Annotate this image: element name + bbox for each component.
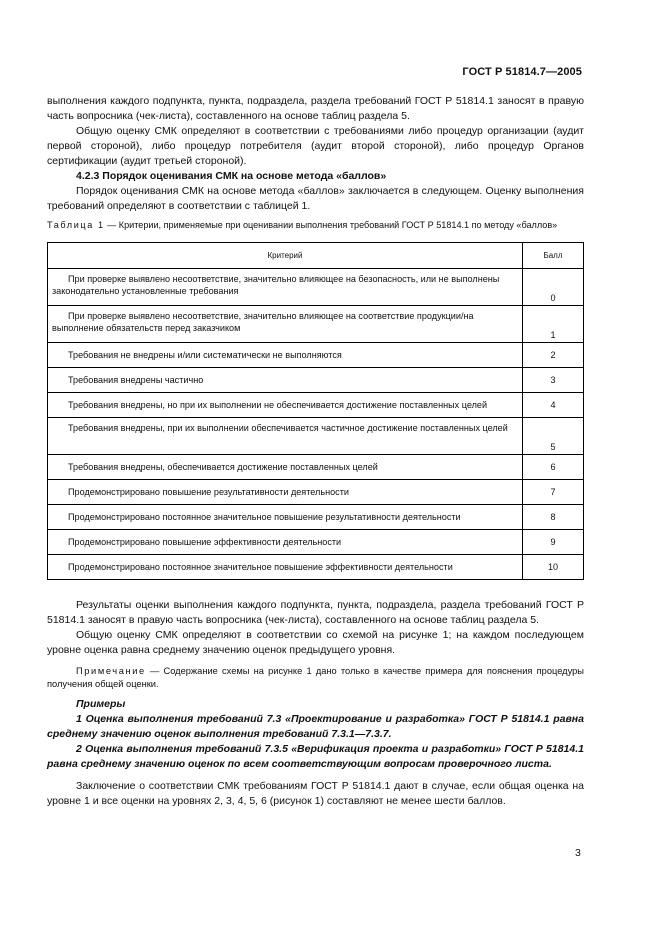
score-cell: 5 bbox=[523, 418, 584, 455]
column-header-score: Балл bbox=[523, 243, 584, 269]
criterion-cell: Требования внедрены, обеспечивается достижение поставленных целей bbox=[48, 455, 523, 480]
table-row bbox=[48, 306, 584, 343]
example-2: 2 Оценка выполнения требований 7.3.5 «Верификация проекта и разработки» ГОСТ Р 51814.1 равна среднему значению оценок по всем соответствующим вопросам проверочного листа. bbox=[47, 743, 584, 770]
page-number: 3 bbox=[575, 847, 581, 859]
section-heading: 4.2.3 Порядок оценивания СМК на основе метода «баллов» bbox=[76, 170, 387, 182]
criterion-cell: Продемонстрировано повышение результативности деятельности bbox=[48, 480, 523, 505]
table-row bbox=[48, 555, 584, 580]
document-code: ГОСТ Р 51814.7—2005 bbox=[462, 66, 582, 78]
score-cell: 6 bbox=[523, 455, 584, 480]
table-row bbox=[48, 368, 584, 393]
score-cell: 7 bbox=[523, 480, 584, 505]
table-caption-label: Таблица 1 bbox=[47, 220, 105, 230]
criterion-cell: Продемонстрировано повышение эффективности деятельности bbox=[48, 530, 523, 555]
examples-title: Примеры bbox=[76, 698, 126, 710]
score-cell: 9 bbox=[523, 530, 584, 555]
note-text: — Содержание схемы на рисунке 1 дано только в качестве примера для пояснения процедуры получения общей оценки. bbox=[47, 666, 584, 689]
table-header-row bbox=[48, 243, 584, 269]
score-cell: 4 bbox=[523, 393, 584, 418]
table-row bbox=[48, 455, 584, 480]
criteria-table bbox=[47, 242, 584, 580]
results-paragraph: Результаты оценки выполнения каждого подпункта, пункта, подраздела, раздела требований ГОСТ Р 51814.1 заносят в правую часть вопросника (чек-листа), составленного на основе таблиц раздела 5. bbox=[47, 599, 584, 626]
column-header-criterion: Критерий bbox=[48, 243, 523, 269]
criterion-cell: При проверке выявлено несоответствие, значительно влияющее на безопасность, или не выполнены законодательно установленные требования bbox=[48, 269, 523, 306]
table-row bbox=[48, 393, 584, 418]
section-paragraph: Порядок оценивания СМК на основе метода «баллов» заключается в следующем. Оценку выполнения требований определяют в соответствии с таблицей 1. bbox=[47, 185, 584, 212]
table-row bbox=[48, 480, 584, 505]
score-cell: 0 bbox=[523, 269, 584, 306]
page-content bbox=[47, 94, 584, 809]
criterion-cell: Продемонстрировано постоянное значительное повышение результативности деятельности bbox=[48, 505, 523, 530]
criterion-cell: Продемонстрировано постоянное значительное повышение эффективности деятельности bbox=[48, 555, 523, 580]
note-label: Примечание bbox=[76, 666, 146, 676]
table-row bbox=[48, 505, 584, 530]
table-row bbox=[48, 343, 584, 368]
conclusion-paragraph: Заключение о соответствии СМК требованиям ГОСТ Р 51814.1 дают в случае, если общая оценка на уровне 1 и все оценки на уровнях 2, 3, 4, 5, 6 (рисунок 1) составляют не менее шести баллов. bbox=[47, 780, 584, 807]
score-cell: 1 bbox=[523, 306, 584, 343]
table-row bbox=[48, 530, 584, 555]
score-cell: 10 bbox=[523, 555, 584, 580]
criterion-cell: Требования внедрены, при их выполнении обеспечивается частичное достижение поставленных целей bbox=[48, 418, 523, 455]
score-cell: 8 bbox=[523, 505, 584, 530]
note bbox=[47, 665, 584, 691]
intro-paragraph-2: Общую оценку СМК определяют в соответствии с требованиями либо процедур организации (аудит первой стороной), либо процедур потребителя (аудит второй стороной), либо процедур Органов сертификации (аудит третьей стороной). bbox=[47, 125, 584, 167]
score-cell: 2 bbox=[523, 343, 584, 368]
table-row bbox=[48, 269, 584, 306]
criterion-cell: Требования не внедрены и/или систематически не выполняются bbox=[48, 343, 523, 368]
table-row bbox=[48, 418, 584, 455]
table-caption bbox=[47, 219, 584, 232]
intro-paragraph-1: выполнения каждого подпункта, пункта, подраздела, раздела требований ГОСТ Р 51814.1 заносят в правую часть вопросника (чек-листа), составленного на основе таблиц раздела 5. bbox=[47, 95, 584, 122]
table-caption-text: — Критерии, применяемые при оценивании выполнения требований ГОСТ Р 51814.1 по методу «баллов» bbox=[104, 220, 558, 230]
criterion-cell: Требования внедрены частично bbox=[48, 368, 523, 393]
overall-assessment-paragraph: Общую оценку СМК определяют в соответствии со схемой на рисунке 1; на каждом последующем уровне оценка равна среднему значению оценок предыдущего уровня. bbox=[47, 629, 584, 656]
score-cell: 3 bbox=[523, 368, 584, 393]
criterion-cell: При проверке выявлено несоответствие, значительно влияющее на соответствие продукции/на выполнение обязательств перед заказчиком bbox=[48, 306, 523, 343]
criterion-cell: Требования внедрены, но при их выполнении не обеспечивается достижение поставленных целей bbox=[48, 393, 523, 418]
example-1: 1 Оценка выполнения требований 7.3 «Проектирование и разработка» ГОСТ Р 51814.1 равна среднему значению оценок выполнения требований 7.3.1—7.3.7. bbox=[47, 713, 584, 740]
